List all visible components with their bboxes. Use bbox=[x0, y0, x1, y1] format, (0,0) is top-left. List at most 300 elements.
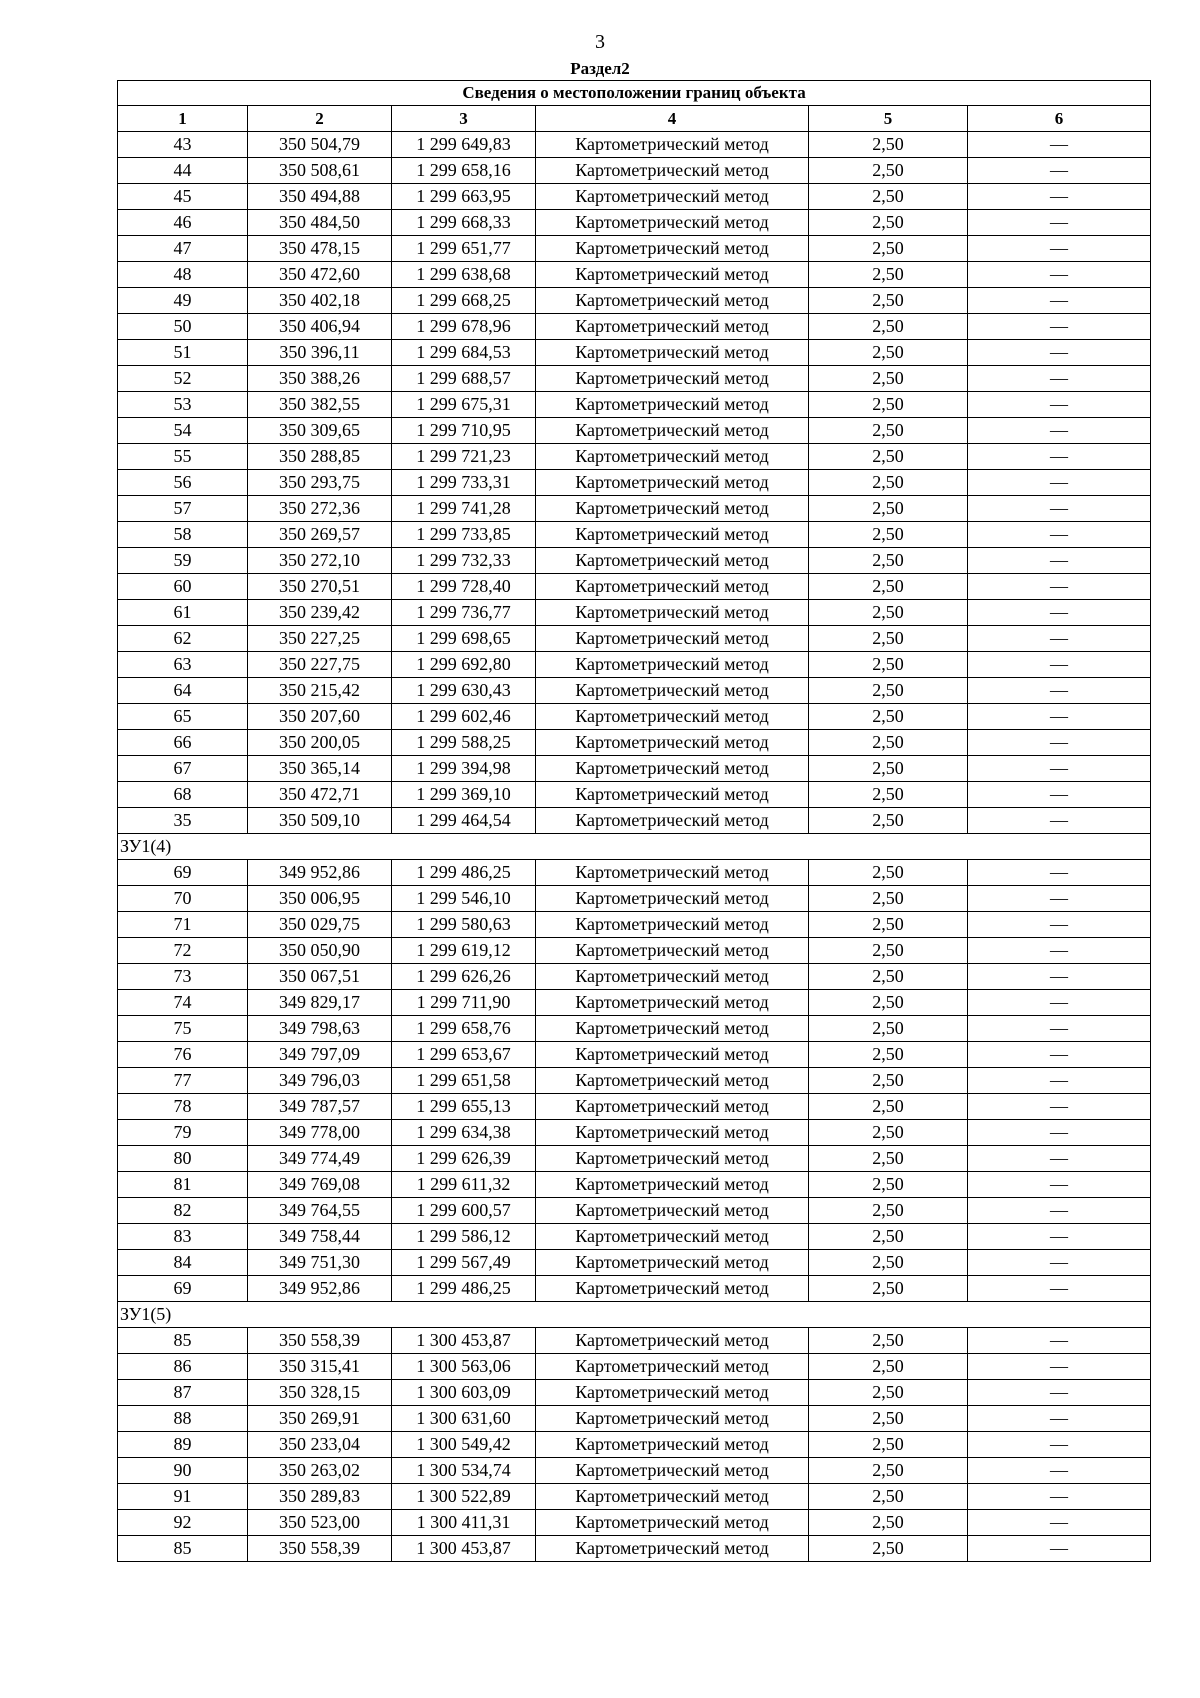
y-coordinate-cell: 1 300 549,42 bbox=[392, 1432, 536, 1458]
table-row bbox=[118, 1276, 1151, 1302]
page-number: 3 bbox=[595, 31, 605, 53]
y-coordinate-cell: 1 299 588,25 bbox=[392, 730, 536, 756]
y-coordinate-cell: 1 299 464,54 bbox=[392, 808, 536, 834]
method-cell: Картометрический метод bbox=[536, 756, 809, 782]
description-cell: — bbox=[968, 1484, 1151, 1510]
x-coordinate-cell: 350 215,42 bbox=[248, 678, 392, 704]
table-row bbox=[118, 1224, 1151, 1250]
description-cell: — bbox=[968, 704, 1151, 730]
x-coordinate-cell: 350 288,85 bbox=[248, 444, 392, 470]
point-number-cell: 83 bbox=[118, 1224, 248, 1250]
method-cell: Картометрический метод bbox=[536, 1276, 809, 1302]
method-cell: Картометрический метод bbox=[536, 1380, 809, 1406]
accuracy-cell: 2,50 bbox=[809, 1536, 968, 1562]
y-coordinate-cell: 1 299 369,10 bbox=[392, 782, 536, 808]
y-coordinate-cell: 1 299 658,76 bbox=[392, 1016, 536, 1042]
group-row bbox=[118, 1302, 1151, 1328]
method-cell: Картометрический метод bbox=[536, 1224, 809, 1250]
accuracy-cell: 2,50 bbox=[809, 678, 968, 704]
table-row bbox=[118, 1198, 1151, 1224]
table-row bbox=[118, 1484, 1151, 1510]
description-cell: — bbox=[968, 938, 1151, 964]
x-coordinate-cell: 350 233,04 bbox=[248, 1432, 392, 1458]
y-coordinate-cell: 1 300 534,74 bbox=[392, 1458, 536, 1484]
y-coordinate-cell: 1 299 698,65 bbox=[392, 626, 536, 652]
y-coordinate-cell: 1 299 546,10 bbox=[392, 886, 536, 912]
method-cell: Картометрический метод bbox=[536, 938, 809, 964]
accuracy-cell: 2,50 bbox=[809, 1172, 968, 1198]
point-number-cell: 67 bbox=[118, 756, 248, 782]
point-number-cell: 79 bbox=[118, 1120, 248, 1146]
table-row bbox=[118, 548, 1151, 574]
point-number-cell: 81 bbox=[118, 1172, 248, 1198]
description-cell: — bbox=[968, 1120, 1151, 1146]
x-coordinate-cell: 350 050,90 bbox=[248, 938, 392, 964]
table-row bbox=[118, 756, 1151, 782]
method-cell: Картометрический метод bbox=[536, 1406, 809, 1432]
method-cell: Картометрический метод bbox=[536, 262, 809, 288]
method-cell: Картометрический метод bbox=[536, 210, 809, 236]
method-cell: Картометрический метод bbox=[536, 1068, 809, 1094]
group-row bbox=[118, 834, 1151, 860]
point-number-cell: 85 bbox=[118, 1328, 248, 1354]
table-row bbox=[118, 1016, 1151, 1042]
table-row bbox=[118, 912, 1151, 938]
x-coordinate-cell: 350 558,39 bbox=[248, 1536, 392, 1562]
point-number-cell: 69 bbox=[118, 1276, 248, 1302]
point-number-cell: 80 bbox=[118, 1146, 248, 1172]
accuracy-cell: 2,50 bbox=[809, 314, 968, 340]
y-coordinate-cell: 1 300 453,87 bbox=[392, 1328, 536, 1354]
accuracy-cell: 2,50 bbox=[809, 1146, 968, 1172]
y-coordinate-cell: 1 299 486,25 bbox=[392, 1276, 536, 1302]
description-cell: — bbox=[968, 1146, 1151, 1172]
table-row bbox=[118, 990, 1151, 1016]
point-number-cell: 43 bbox=[118, 132, 248, 158]
x-coordinate-cell: 350 509,10 bbox=[248, 808, 392, 834]
column-header: 1 bbox=[118, 106, 248, 132]
x-coordinate-cell: 350 388,26 bbox=[248, 366, 392, 392]
y-coordinate-cell: 1 299 486,25 bbox=[392, 860, 536, 886]
x-coordinate-cell: 349 952,86 bbox=[248, 1276, 392, 1302]
y-coordinate-cell: 1 299 736,77 bbox=[392, 600, 536, 626]
group-label: ЗУ1(4) bbox=[118, 834, 1151, 860]
x-coordinate-cell: 349 787,57 bbox=[248, 1094, 392, 1120]
method-cell: Картометрический метод bbox=[536, 626, 809, 652]
point-number-cell: 47 bbox=[118, 236, 248, 262]
method-cell: Картометрический метод bbox=[536, 522, 809, 548]
point-number-cell: 52 bbox=[118, 366, 248, 392]
method-cell: Картометрический метод bbox=[536, 964, 809, 990]
table-row bbox=[118, 600, 1151, 626]
method-cell: Картометрический метод bbox=[536, 392, 809, 418]
description-cell: — bbox=[968, 1172, 1151, 1198]
accuracy-cell: 2,50 bbox=[809, 1250, 968, 1276]
point-number-cell: 66 bbox=[118, 730, 248, 756]
y-coordinate-cell: 1 299 692,80 bbox=[392, 652, 536, 678]
x-coordinate-cell: 350 478,15 bbox=[248, 236, 392, 262]
table-row bbox=[118, 470, 1151, 496]
x-coordinate-cell: 350 504,79 bbox=[248, 132, 392, 158]
boundary-coordinates-table bbox=[117, 80, 1151, 1562]
x-coordinate-cell: 350 382,55 bbox=[248, 392, 392, 418]
accuracy-cell: 2,50 bbox=[809, 1510, 968, 1536]
accuracy-cell: 2,50 bbox=[809, 964, 968, 990]
table-header bbox=[118, 81, 1151, 132]
description-cell: — bbox=[968, 860, 1151, 886]
table-row bbox=[118, 1406, 1151, 1432]
y-coordinate-cell: 1 299 567,49 bbox=[392, 1250, 536, 1276]
accuracy-cell: 2,50 bbox=[809, 1120, 968, 1146]
accuracy-cell: 2,50 bbox=[809, 990, 968, 1016]
x-coordinate-cell: 350 309,65 bbox=[248, 418, 392, 444]
accuracy-cell: 2,50 bbox=[809, 886, 968, 912]
x-coordinate-cell: 349 952,86 bbox=[248, 860, 392, 886]
y-coordinate-cell: 1 299 733,31 bbox=[392, 470, 536, 496]
x-coordinate-cell: 350 067,51 bbox=[248, 964, 392, 990]
method-cell: Картометрический метод bbox=[536, 1198, 809, 1224]
table-caption: Сведения о местоположении границ объекта bbox=[118, 81, 1151, 106]
y-coordinate-cell: 1 299 668,33 bbox=[392, 210, 536, 236]
description-cell: — bbox=[968, 1068, 1151, 1094]
table-row bbox=[118, 1458, 1151, 1484]
accuracy-cell: 2,50 bbox=[809, 1016, 968, 1042]
method-cell: Картометрический метод bbox=[536, 990, 809, 1016]
point-number-cell: 45 bbox=[118, 184, 248, 210]
method-cell: Картометрический метод bbox=[536, 1484, 809, 1510]
accuracy-cell: 2,50 bbox=[809, 1458, 968, 1484]
description-cell: — bbox=[968, 678, 1151, 704]
description-cell: — bbox=[968, 1458, 1151, 1484]
x-coordinate-cell: 350 558,39 bbox=[248, 1328, 392, 1354]
table-row bbox=[118, 1172, 1151, 1198]
table-row bbox=[118, 1042, 1151, 1068]
accuracy-cell: 2,50 bbox=[809, 1042, 968, 1068]
accuracy-cell: 2,50 bbox=[809, 210, 968, 236]
x-coordinate-cell: 350 315,41 bbox=[248, 1354, 392, 1380]
y-coordinate-cell: 1 299 394,98 bbox=[392, 756, 536, 782]
x-coordinate-cell: 350 293,75 bbox=[248, 470, 392, 496]
table-row bbox=[118, 314, 1151, 340]
point-number-cell: 87 bbox=[118, 1380, 248, 1406]
accuracy-cell: 2,50 bbox=[809, 288, 968, 314]
x-coordinate-cell: 350 006,95 bbox=[248, 886, 392, 912]
accuracy-cell: 2,50 bbox=[809, 496, 968, 522]
table-row bbox=[118, 704, 1151, 730]
y-coordinate-cell: 1 299 630,43 bbox=[392, 678, 536, 704]
accuracy-cell: 2,50 bbox=[809, 782, 968, 808]
boundary-table-container bbox=[117, 80, 1150, 1562]
table-row bbox=[118, 210, 1151, 236]
column-header: 5 bbox=[809, 106, 968, 132]
y-coordinate-cell: 1 300 411,31 bbox=[392, 1510, 536, 1536]
description-cell: — bbox=[968, 652, 1151, 678]
point-number-cell: 69 bbox=[118, 860, 248, 886]
accuracy-cell: 2,50 bbox=[809, 392, 968, 418]
point-number-cell: 70 bbox=[118, 886, 248, 912]
x-coordinate-cell: 350 270,51 bbox=[248, 574, 392, 600]
y-coordinate-cell: 1 300 603,09 bbox=[392, 1380, 536, 1406]
method-cell: Картометрический метод bbox=[536, 1042, 809, 1068]
accuracy-cell: 2,50 bbox=[809, 1198, 968, 1224]
point-number-cell: 48 bbox=[118, 262, 248, 288]
group-label: ЗУ1(5) bbox=[118, 1302, 1151, 1328]
table-row bbox=[118, 392, 1151, 418]
accuracy-cell: 2,50 bbox=[809, 1094, 968, 1120]
description-cell: — bbox=[968, 158, 1151, 184]
accuracy-cell: 2,50 bbox=[809, 1276, 968, 1302]
x-coordinate-cell: 350 472,60 bbox=[248, 262, 392, 288]
accuracy-cell: 2,50 bbox=[809, 1224, 968, 1250]
section-title: Раздел2 bbox=[570, 59, 630, 78]
point-number-cell: 58 bbox=[118, 522, 248, 548]
description-cell: — bbox=[968, 184, 1151, 210]
accuracy-cell: 2,50 bbox=[809, 548, 968, 574]
table-row bbox=[118, 1354, 1151, 1380]
y-coordinate-cell: 1 299 688,57 bbox=[392, 366, 536, 392]
x-coordinate-cell: 350 272,36 bbox=[248, 496, 392, 522]
y-coordinate-cell: 1 299 649,83 bbox=[392, 132, 536, 158]
point-number-cell: 78 bbox=[118, 1094, 248, 1120]
column-header: 6 bbox=[968, 106, 1151, 132]
description-cell: — bbox=[968, 444, 1151, 470]
description-cell: — bbox=[968, 418, 1151, 444]
table-row bbox=[118, 184, 1151, 210]
y-coordinate-cell: 1 299 675,31 bbox=[392, 392, 536, 418]
description-cell: — bbox=[968, 236, 1151, 262]
x-coordinate-cell: 350 508,61 bbox=[248, 158, 392, 184]
x-coordinate-cell: 349 796,03 bbox=[248, 1068, 392, 1094]
table-row bbox=[118, 522, 1151, 548]
accuracy-cell: 2,50 bbox=[809, 626, 968, 652]
description-cell: — bbox=[968, 964, 1151, 990]
point-number-cell: 55 bbox=[118, 444, 248, 470]
accuracy-cell: 2,50 bbox=[809, 574, 968, 600]
table-row bbox=[118, 1380, 1151, 1406]
x-coordinate-cell: 350 200,05 bbox=[248, 730, 392, 756]
accuracy-cell: 2,50 bbox=[809, 938, 968, 964]
description-cell: — bbox=[968, 808, 1151, 834]
method-cell: Картометрический метод bbox=[536, 548, 809, 574]
x-coordinate-cell: 350 227,75 bbox=[248, 652, 392, 678]
column-number-row bbox=[118, 106, 1151, 132]
y-coordinate-cell: 1 299 678,96 bbox=[392, 314, 536, 340]
y-coordinate-cell: 1 299 728,40 bbox=[392, 574, 536, 600]
x-coordinate-cell: 349 774,49 bbox=[248, 1146, 392, 1172]
table-row bbox=[118, 236, 1151, 262]
table-row bbox=[118, 132, 1151, 158]
table-row bbox=[118, 496, 1151, 522]
accuracy-cell: 2,50 bbox=[809, 808, 968, 834]
x-coordinate-cell: 350 523,00 bbox=[248, 1510, 392, 1536]
description-cell: — bbox=[968, 262, 1151, 288]
y-coordinate-cell: 1 300 563,06 bbox=[392, 1354, 536, 1380]
description-cell: — bbox=[968, 1510, 1151, 1536]
point-number-cell: 64 bbox=[118, 678, 248, 704]
column-header: 2 bbox=[248, 106, 392, 132]
point-number-cell: 89 bbox=[118, 1432, 248, 1458]
method-cell: Картометрический метод bbox=[536, 1120, 809, 1146]
description-cell: — bbox=[968, 366, 1151, 392]
table-row bbox=[118, 860, 1151, 886]
point-number-cell: 65 bbox=[118, 704, 248, 730]
point-number-cell: 68 bbox=[118, 782, 248, 808]
table-row bbox=[118, 418, 1151, 444]
accuracy-cell: 2,50 bbox=[809, 756, 968, 782]
method-cell: Картометрический метод bbox=[536, 1328, 809, 1354]
method-cell: Картометрический метод bbox=[536, 340, 809, 366]
accuracy-cell: 2,50 bbox=[809, 236, 968, 262]
point-number-cell: 92 bbox=[118, 1510, 248, 1536]
description-cell: — bbox=[968, 210, 1151, 236]
accuracy-cell: 2,50 bbox=[809, 652, 968, 678]
table-row bbox=[118, 1250, 1151, 1276]
method-cell: Картометрический метод bbox=[536, 1510, 809, 1536]
point-number-cell: 46 bbox=[118, 210, 248, 236]
point-number-cell: 54 bbox=[118, 418, 248, 444]
x-coordinate-cell: 350 269,57 bbox=[248, 522, 392, 548]
method-cell: Картометрический метод bbox=[536, 704, 809, 730]
point-number-cell: 88 bbox=[118, 1406, 248, 1432]
method-cell: Картометрический метод bbox=[536, 1458, 809, 1484]
method-cell: Картометрический метод bbox=[536, 418, 809, 444]
point-number-cell: 72 bbox=[118, 938, 248, 964]
accuracy-cell: 2,50 bbox=[809, 704, 968, 730]
description-cell: — bbox=[968, 574, 1151, 600]
caption-row bbox=[118, 81, 1151, 106]
table-row bbox=[118, 964, 1151, 990]
x-coordinate-cell: 350 365,14 bbox=[248, 756, 392, 782]
table-row bbox=[118, 366, 1151, 392]
x-coordinate-cell: 349 769,08 bbox=[248, 1172, 392, 1198]
x-coordinate-cell: 350 207,60 bbox=[248, 704, 392, 730]
description-cell: — bbox=[968, 1406, 1151, 1432]
description-cell: — bbox=[968, 548, 1151, 574]
point-number-cell: 76 bbox=[118, 1042, 248, 1068]
method-cell: Картометрический метод bbox=[536, 678, 809, 704]
x-coordinate-cell: 350 494,88 bbox=[248, 184, 392, 210]
method-cell: Картометрический метод bbox=[536, 1536, 809, 1562]
x-coordinate-cell: 350 396,11 bbox=[248, 340, 392, 366]
description-cell: — bbox=[968, 782, 1151, 808]
x-coordinate-cell: 349 758,44 bbox=[248, 1224, 392, 1250]
description-cell: — bbox=[968, 1094, 1151, 1120]
y-coordinate-cell: 1 299 651,77 bbox=[392, 236, 536, 262]
x-coordinate-cell: 350 328,15 bbox=[248, 1380, 392, 1406]
method-cell: Картометрический метод bbox=[536, 132, 809, 158]
y-coordinate-cell: 1 299 733,85 bbox=[392, 522, 536, 548]
y-coordinate-cell: 1 299 638,68 bbox=[392, 262, 536, 288]
table-row bbox=[118, 1120, 1151, 1146]
point-number-cell: 90 bbox=[118, 1458, 248, 1484]
point-number-cell: 61 bbox=[118, 600, 248, 626]
point-number-cell: 75 bbox=[118, 1016, 248, 1042]
description-cell: — bbox=[968, 340, 1151, 366]
point-number-cell: 73 bbox=[118, 964, 248, 990]
method-cell: Картометрический метод bbox=[536, 236, 809, 262]
point-number-cell: 63 bbox=[118, 652, 248, 678]
table-row bbox=[118, 1094, 1151, 1120]
table-row bbox=[118, 626, 1151, 652]
table-row bbox=[118, 1146, 1151, 1172]
point-number-cell: 44 bbox=[118, 158, 248, 184]
point-number-cell: 82 bbox=[118, 1198, 248, 1224]
table-row bbox=[118, 678, 1151, 704]
description-cell: — bbox=[968, 314, 1151, 340]
method-cell: Картометрический метод bbox=[536, 860, 809, 886]
method-cell: Картометрический метод bbox=[536, 808, 809, 834]
description-cell: — bbox=[968, 522, 1151, 548]
table-row bbox=[118, 1510, 1151, 1536]
description-cell: — bbox=[968, 1224, 1151, 1250]
accuracy-cell: 2,50 bbox=[809, 184, 968, 210]
method-cell: Картометрический метод bbox=[536, 912, 809, 938]
x-coordinate-cell: 349 797,09 bbox=[248, 1042, 392, 1068]
method-cell: Картометрический метод bbox=[536, 1172, 809, 1198]
method-cell: Картометрический метод bbox=[536, 782, 809, 808]
y-coordinate-cell: 1 299 619,12 bbox=[392, 938, 536, 964]
description-cell: — bbox=[968, 600, 1151, 626]
point-number-cell: 62 bbox=[118, 626, 248, 652]
description-cell: — bbox=[968, 496, 1151, 522]
y-coordinate-cell: 1 299 732,33 bbox=[392, 548, 536, 574]
table-row bbox=[118, 444, 1151, 470]
description-cell: — bbox=[968, 1276, 1151, 1302]
y-coordinate-cell: 1 299 711,90 bbox=[392, 990, 536, 1016]
y-coordinate-cell: 1 299 653,67 bbox=[392, 1042, 536, 1068]
x-coordinate-cell: 350 472,71 bbox=[248, 782, 392, 808]
x-coordinate-cell: 349 778,00 bbox=[248, 1120, 392, 1146]
table-row bbox=[118, 808, 1151, 834]
accuracy-cell: 2,50 bbox=[809, 1484, 968, 1510]
x-coordinate-cell: 350 402,18 bbox=[248, 288, 392, 314]
description-cell: — bbox=[968, 1328, 1151, 1354]
table-row bbox=[118, 1328, 1151, 1354]
accuracy-cell: 2,50 bbox=[809, 158, 968, 184]
y-coordinate-cell: 1 299 684,53 bbox=[392, 340, 536, 366]
description-cell: — bbox=[968, 1432, 1151, 1458]
method-cell: Картометрический метод bbox=[536, 158, 809, 184]
table-row bbox=[118, 886, 1151, 912]
x-coordinate-cell: 349 798,63 bbox=[248, 1016, 392, 1042]
table-row bbox=[118, 574, 1151, 600]
point-number-cell: 74 bbox=[118, 990, 248, 1016]
y-coordinate-cell: 1 299 651,58 bbox=[392, 1068, 536, 1094]
method-cell: Картометрический метод bbox=[536, 444, 809, 470]
method-cell: Картометрический метод bbox=[536, 1354, 809, 1380]
point-number-cell: 71 bbox=[118, 912, 248, 938]
y-coordinate-cell: 1 299 586,12 bbox=[392, 1224, 536, 1250]
accuracy-cell: 2,50 bbox=[809, 1068, 968, 1094]
description-cell: — bbox=[968, 990, 1151, 1016]
column-header: 3 bbox=[392, 106, 536, 132]
x-coordinate-cell: 350 269,91 bbox=[248, 1406, 392, 1432]
description-cell: — bbox=[968, 730, 1151, 756]
accuracy-cell: 2,50 bbox=[809, 600, 968, 626]
method-cell: Картометрический метод bbox=[536, 730, 809, 756]
method-cell: Картометрический метод bbox=[536, 288, 809, 314]
description-cell: — bbox=[968, 1536, 1151, 1562]
accuracy-cell: 2,50 bbox=[809, 1406, 968, 1432]
table-row bbox=[118, 288, 1151, 314]
point-number-cell: 91 bbox=[118, 1484, 248, 1510]
y-coordinate-cell: 1 299 600,57 bbox=[392, 1198, 536, 1224]
table-row bbox=[118, 158, 1151, 184]
method-cell: Картометрический метод bbox=[536, 600, 809, 626]
description-cell: — bbox=[968, 132, 1151, 158]
y-coordinate-cell: 1 300 453,87 bbox=[392, 1536, 536, 1562]
description-cell: — bbox=[968, 1042, 1151, 1068]
